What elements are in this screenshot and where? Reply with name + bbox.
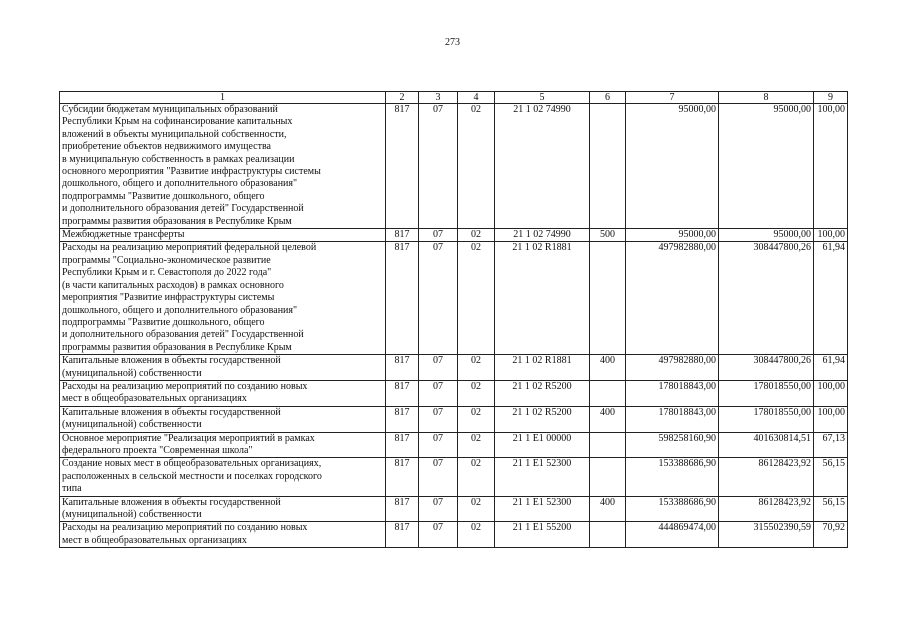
- target-article-cell: 21 1 E1 55200: [495, 522, 590, 548]
- section-code-cell: 07: [419, 432, 458, 458]
- planned-amount-cell: 95000,00: [626, 229, 719, 242]
- description-line: и дополнительного образования детей" Государственной: [62, 203, 304, 215]
- expense-type-cell: [590, 522, 626, 548]
- header-row: [60, 92, 848, 104]
- section-code-cell: 07: [419, 104, 458, 229]
- description-line: типа: [62, 483, 82, 495]
- subsection-code-cell: 02: [458, 104, 495, 229]
- description-line: в муниципальную собственность в рамках реализации: [62, 153, 295, 165]
- percent-cell: 61,94: [814, 355, 848, 381]
- budget-table: [59, 91, 848, 548]
- percent-cell: 56,15: [814, 458, 848, 496]
- row-description: [60, 355, 386, 381]
- target-article-cell: 21 1 E1 00000: [495, 432, 590, 458]
- description-line: Межбюджетные трансферты: [62, 229, 185, 241]
- column-header: 7: [626, 92, 719, 104]
- description-line: программы развития образования в Республике Крым: [62, 215, 292, 227]
- expense-type-cell: 400: [590, 406, 626, 432]
- subsection-code-cell: 02: [458, 458, 495, 496]
- description-line: подпрограммы "Развитие дошкольного, общего: [62, 316, 265, 328]
- description-line: Субсидии бюджетам муниципальных образований: [62, 104, 278, 115]
- description-line: приобретение объектов недвижимого имущества: [62, 141, 271, 153]
- subsection-code-cell: 02: [458, 406, 495, 432]
- description-line: (муниципальной) собственности: [62, 367, 202, 379]
- row-description: [60, 522, 386, 548]
- description-line: (в части капитальных расходов) в рамках основного: [62, 279, 284, 291]
- planned-amount-cell: 497982880,00: [626, 355, 719, 381]
- executed-amount-cell: 178018550,00: [719, 380, 814, 406]
- description-line: подпрограммы "Развитие дошкольного, общего: [62, 190, 265, 202]
- description-line: Капитальные вложения в объекты государственной: [62, 355, 281, 367]
- planned-amount-cell: 178018843,00: [626, 406, 719, 432]
- percent-cell: 100,00: [814, 104, 848, 229]
- subsection-code-cell: 02: [458, 496, 495, 522]
- target-article-cell: 21 1 02 74990: [495, 104, 590, 229]
- section-code-cell: 07: [419, 229, 458, 242]
- description-line: программы "Социально-экономическое развитие: [62, 254, 271, 266]
- subsection-code-cell: 02: [458, 229, 495, 242]
- description-line: мероприятия "Развитие инфраструктуры системы: [62, 292, 275, 304]
- target-article-cell: 21 1 02 R5200: [495, 406, 590, 432]
- admin-code-cell: 817: [386, 458, 419, 496]
- column-header: 8: [719, 92, 814, 104]
- table-row: [60, 496, 848, 522]
- target-article-cell: 21 1 02 74990: [495, 229, 590, 242]
- table-row: [60, 458, 848, 496]
- planned-amount-cell: 95000,00: [626, 104, 719, 229]
- table-row: [60, 432, 848, 458]
- description-line: основного мероприятия "Развитие инфраструктуры системы: [62, 166, 321, 178]
- section-code-cell: 07: [419, 380, 458, 406]
- target-article-cell: 21 1 E1 52300: [495, 496, 590, 522]
- percent-cell: 70,92: [814, 522, 848, 548]
- planned-amount-cell: 598258160,90: [626, 432, 719, 458]
- section-code-cell: 07: [419, 406, 458, 432]
- section-code-cell: 07: [419, 355, 458, 381]
- target-article-cell: 21 1 02 R1881: [495, 355, 590, 381]
- description-line: (муниципальной) собственности: [62, 419, 202, 431]
- section-code-cell: 07: [419, 522, 458, 548]
- executed-amount-cell: 308447800,26: [719, 242, 814, 355]
- description-line: и дополнительного образования детей" Государственной: [62, 329, 304, 341]
- row-description: [60, 406, 386, 432]
- column-header: 6: [590, 92, 626, 104]
- target-article-cell: 21 1 02 R1881: [495, 242, 590, 355]
- percent-cell: 100,00: [814, 380, 848, 406]
- executed-amount-cell: 95000,00: [719, 229, 814, 242]
- admin-code-cell: 817: [386, 432, 419, 458]
- percent-cell: 67,13: [814, 432, 848, 458]
- expense-type-cell: 400: [590, 496, 626, 522]
- expense-type-cell: 400: [590, 355, 626, 381]
- planned-amount-cell: 153388686,90: [626, 496, 719, 522]
- expense-type-cell: [590, 380, 626, 406]
- description-line: Создание новых мест в общеобразовательных организациях,: [62, 458, 322, 470]
- target-article-cell: 21 1 E1 52300: [495, 458, 590, 496]
- table-body: [60, 104, 848, 548]
- section-code-cell: 07: [419, 242, 458, 355]
- description-line: расположенных в сельской местности и поселках городского: [62, 470, 322, 482]
- expense-type-cell: [590, 432, 626, 458]
- planned-amount-cell: 178018843,00: [626, 380, 719, 406]
- table-row: [60, 229, 848, 242]
- percent-cell: 61,94: [814, 242, 848, 355]
- description-line: мест в общеобразовательных организациях: [62, 534, 247, 546]
- description-line: (муниципальной) собственности: [62, 509, 202, 520]
- admin-code-cell: 817: [386, 229, 419, 242]
- description-line: Республики Крым на софинансирование капитальных: [62, 116, 293, 128]
- executed-amount-cell: 178018550,00: [719, 406, 814, 432]
- subsection-code-cell: 02: [458, 432, 495, 458]
- subsection-code-cell: 02: [458, 380, 495, 406]
- row-description: [60, 432, 386, 458]
- table-row: [60, 242, 848, 355]
- row-description: [60, 104, 386, 229]
- section-code-cell: 07: [419, 496, 458, 522]
- executed-amount-cell: 86128423,92: [719, 458, 814, 496]
- expense-type-cell: [590, 104, 626, 229]
- expense-type-cell: [590, 242, 626, 355]
- row-description: [60, 496, 386, 522]
- executed-amount-cell: 308447800,26: [719, 355, 814, 381]
- column-header: 9: [814, 92, 848, 104]
- admin-code-cell: 817: [386, 104, 419, 229]
- planned-amount-cell: 497982880,00: [626, 242, 719, 355]
- percent-cell: 56,15: [814, 496, 848, 522]
- description-line: Капитальные вложения в объекты государственной: [62, 406, 281, 418]
- description-line: программы развития образования в Республике Крым: [62, 341, 292, 353]
- description-line: Расходы на реализацию мероприятий федеральной целевой: [62, 242, 317, 254]
- admin-code-cell: 817: [386, 496, 419, 522]
- column-header: 4: [458, 92, 495, 104]
- executed-amount-cell: 95000,00: [719, 104, 814, 229]
- column-header: 1: [60, 92, 386, 104]
- admin-code-cell: 817: [386, 242, 419, 355]
- description-line: вложений в объекты муниципальной собственности,: [62, 128, 287, 140]
- description-line: Республики Крым и г. Севастополя до 2022 года": [62, 267, 272, 279]
- page-number: 273: [445, 37, 460, 48]
- executed-amount-cell: 315502390,59: [719, 522, 814, 548]
- admin-code-cell: 817: [386, 380, 419, 406]
- description-line: дошкольного, общего и дополнительного образования": [62, 304, 298, 316]
- column-header: 3: [419, 92, 458, 104]
- description-line: Основное мероприятие "Реализация мероприятий в рамках: [62, 432, 315, 444]
- column-header: 2: [386, 92, 419, 104]
- row-description: [60, 229, 386, 242]
- subsection-code-cell: 02: [458, 522, 495, 548]
- planned-amount-cell: 444869474,00: [626, 522, 719, 548]
- expense-type-cell: [590, 458, 626, 496]
- executed-amount-cell: 86128423,92: [719, 496, 814, 522]
- planned-amount-cell: 153388686,90: [626, 458, 719, 496]
- table-row: [60, 522, 848, 548]
- expense-type-cell: 500: [590, 229, 626, 242]
- description-line: Расходы на реализацию мероприятий по созданию новых: [62, 522, 308, 534]
- subsection-code-cell: 02: [458, 242, 495, 355]
- subsection-code-cell: 02: [458, 355, 495, 381]
- percent-cell: 100,00: [814, 406, 848, 432]
- percent-cell: 100,00: [814, 229, 848, 242]
- table-row: [60, 380, 848, 406]
- admin-code-cell: 817: [386, 406, 419, 432]
- admin-code-cell: 817: [386, 355, 419, 381]
- row-description: [60, 458, 386, 496]
- table-row: [60, 406, 848, 432]
- description-line: дошкольного, общего и дополнительного образования": [62, 178, 298, 190]
- admin-code-cell: 817: [386, 522, 419, 548]
- table-row: [60, 355, 848, 381]
- section-code-cell: 07: [419, 458, 458, 496]
- table-row: [60, 104, 848, 229]
- row-description: [60, 380, 386, 406]
- column-header: 5: [495, 92, 590, 104]
- row-description: [60, 242, 386, 355]
- target-article-cell: 21 1 02 R5200: [495, 380, 590, 406]
- description-line: мест в общеобразовательных организациях: [62, 393, 247, 405]
- description-line: федерального проекта "Современная школа": [62, 444, 253, 456]
- description-line: Расходы на реализацию мероприятий по созданию новых: [62, 380, 308, 392]
- description-line: Капитальные вложения в объекты государственной: [62, 496, 281, 508]
- executed-amount-cell: 401630814,51: [719, 432, 814, 458]
